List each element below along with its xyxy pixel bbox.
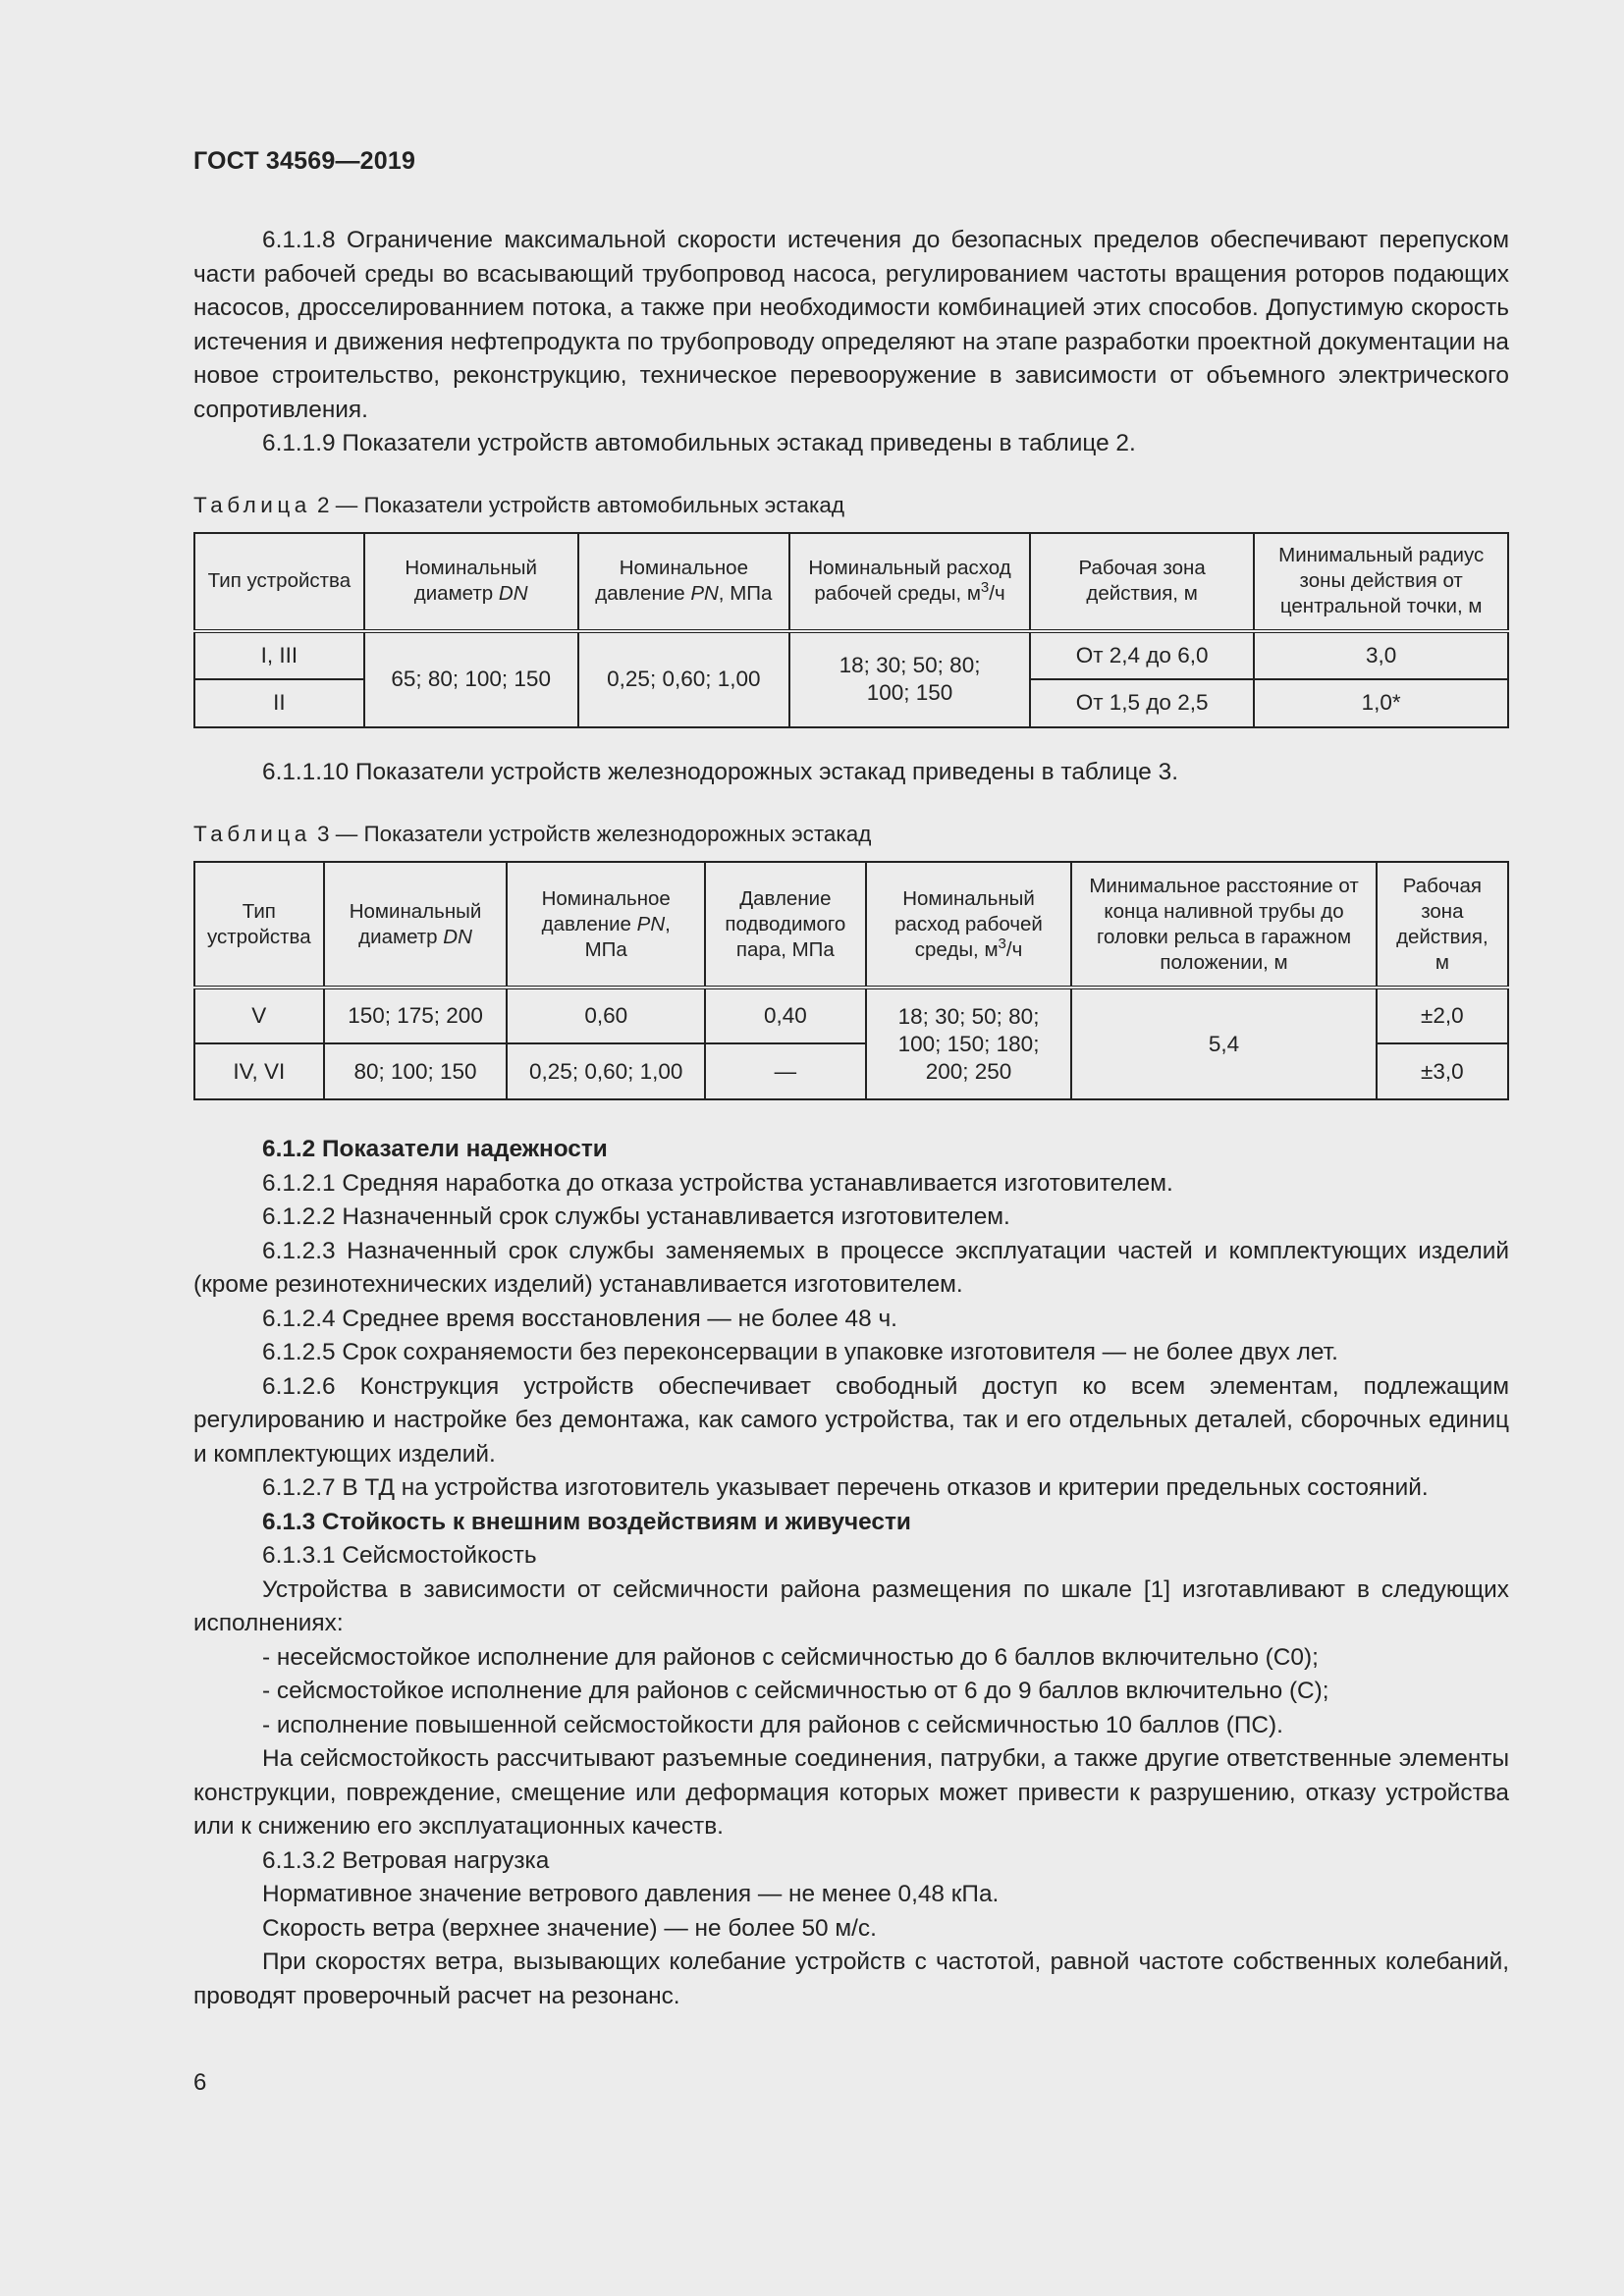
table2-cell-pressure: 0,25; 0,60; 1,00 xyxy=(578,631,790,727)
table3-cell-pressure: 0,60 xyxy=(507,988,705,1043)
table3-cell-diameter: 150; 175; 200 xyxy=(324,988,508,1043)
paragraph-6-1-1-10: 6.1.1.10 Показатели устройств железнодорожных эстакад приведены в таблице 3. xyxy=(262,758,1178,785)
heading-6-1-3: 6.1.3 Стойкость к внешним воздействиям и живучести xyxy=(262,1508,911,1535)
paragraph-6-1-2-5: 6.1.2.5 Срок сохраняемости без переконсервации в упаковке изготовителя — не более двух лет. xyxy=(262,1339,1338,1365)
table3-header-steam: Давление подводимого пара, МПа xyxy=(705,862,866,988)
paragraph-6-1-2-4: 6.1.2.4 Среднее время восстановления — не более 48 ч. xyxy=(262,1305,897,1332)
table3-cell-steam: — xyxy=(705,1043,866,1099)
paragraph-wind-pressure: Нормативное значение ветрового давления — не менее 0,48 кПа. xyxy=(262,1881,1000,1907)
paragraph-wind-speed: Скорость ветра (верхнее значение) — не более 50 м/с. xyxy=(262,1914,877,1942)
table3-header-row xyxy=(194,862,1508,988)
table3-cell-diameter: 80; 100; 150 xyxy=(324,1043,508,1099)
table2-header-row xyxy=(194,533,1508,631)
table3-header-zone: Рабочая зона действия, м xyxy=(1377,862,1508,988)
table2-header-zone: Рабочая зона действия, м xyxy=(1030,533,1255,631)
table3-cell-flow: 18; 30; 50; 80; 100; 150; 180; 200; 250 xyxy=(866,988,1072,1099)
list-item: - несейсмостойкое исполнение для районов с сейсмичностью до 6 баллов включительно (С0); xyxy=(262,1643,1319,1671)
table-row xyxy=(194,631,1508,679)
table3-header-type: Тип устройства xyxy=(194,862,324,988)
table2-cell-radius: 1,0* xyxy=(1254,679,1508,727)
subheading-6-1-3-2: 6.1.3.2 Ветровая нагрузка xyxy=(262,1846,550,1874)
table3-header-distance: Минимальное расстояние от конца наливной трубы до головки рельса в гаражном положении, м xyxy=(1071,862,1376,988)
table3-header-flow: Номинальный расход рабочей среды, $м^3/ч$ xyxy=(866,862,1072,988)
subheading-6-1-3-1: 6.1.3.1 Сейсмостойкость xyxy=(262,1542,537,1569)
table3-cell-zone: ±2,0 xyxy=(1377,988,1508,1043)
table3-header-pressure: Номинальное давление PN, МПа xyxy=(507,862,705,988)
paragraph-6-1-2-2: 6.1.2.2 Назначенный срок службы устанавливается изготовителем. xyxy=(262,1203,1010,1230)
table2-cell-flow: 18; 30; 50; 80; 100; 150 xyxy=(789,631,1030,727)
table2-header-type: Тип устройства xyxy=(194,533,364,631)
paragraph-seismic-calc: На сейсмостойкость рассчитывают разъемные соединения, патрубки, а также другие ответственные элементы конструкции, повреждение, смещение или деформация которых может привести к разрушению, отказу устройства или к снижению его эксплуатационных качеств. xyxy=(193,1745,1509,1840)
paragraph-6-1-2-1: 6.1.2.1 Средняя наработка до отказа устройства устанавливается изготовителем. xyxy=(262,1169,1173,1197)
table3-header-diameter: Номинальный диаметр DN xyxy=(324,862,508,988)
table2-cell-zone: От 2,4 до 6,0 xyxy=(1030,631,1255,679)
table3-cell-steam: 0,40 xyxy=(705,988,866,1043)
table3-cell-zone: ±3,0 xyxy=(1377,1043,1508,1099)
table3-caption: Таблица 3 — Показатели устройств железнодорожных эстакад xyxy=(193,822,872,846)
paragraph-6-1-2-6: 6.1.2.6 Конструкция устройств обеспечивает свободный доступ ко всем элементам, подлежащим регулированию и настройке без демонтажа, как самого устройства, так и его отдельных деталей, сборочных единиц и комплектующих изделий. xyxy=(193,1372,1509,1468)
document-body xyxy=(193,224,1509,2013)
table3 xyxy=(193,861,1509,1100)
table2-cell-radius: 3,0 xyxy=(1254,631,1508,679)
table-row xyxy=(194,988,1508,1043)
table3-cell-distance: 5,4 xyxy=(1071,988,1376,1099)
paragraph-resonance: При скоростях ветра, вызывающих колебание устройств с частотой, равной частоте собственных колебаний, проводят проверочный расчет на резонанс. xyxy=(193,1949,1509,2009)
table2-header-radius: Минимальный радиус зоны действия от центральной точки, м xyxy=(1254,533,1508,631)
heading-6-1-2: 6.1.2 Показатели надежности xyxy=(262,1136,608,1162)
list-item: - сейсмостойкое исполнение для районов с сейсмичностью от 6 до 9 баллов включительно (С); xyxy=(262,1678,1329,1704)
table2-header-diameter: Номинальный диаметр DN xyxy=(364,533,578,631)
page-number: 6 xyxy=(193,2069,207,2096)
table2-cell-type: II xyxy=(194,679,364,727)
paragraph-6-1-1-8: 6.1.1.8 Ограничение максимальной скорости истечения до безопасных пределов обеспечивают перепуском части рабочей среды во всасывающий трубопровод насоса, регулированием частоты вращения роторов подающих насосов, дросселированнием потока, а также при необходимости комбинацией этих способов. Допустимую скорость истечения и движения нефтепродукта по трубопроводу определяют на этапе разработки проектной документации на новое строительство, реконструкцию, техническое перевооружение в зависимости от объемного электрического сопротивления. xyxy=(193,227,1509,423)
table3-cell-type: IV, VI xyxy=(194,1043,324,1099)
table2-caption: Таблица 2 — Показатели устройств автомобильных эстакад xyxy=(193,492,844,517)
table2-cell-type: I, III xyxy=(194,631,364,679)
paragraph-seismic-intro: Устройства в зависимости от сейсмичности района размещения по шкале [1] изготавливают в следующих исполнениях: xyxy=(193,1575,1509,1636)
paragraph-6-1-1-9: 6.1.1.9 Показатели устройств автомобильных эстакад приведены в таблице 2. xyxy=(262,430,1136,456)
table3-cell-pressure: 0,25; 0,60; 1,00 xyxy=(507,1043,705,1099)
document-header: ГОСТ 34569—2019 xyxy=(193,147,416,175)
table3-cell-type: V xyxy=(194,988,324,1043)
paragraph-6-1-2-3: 6.1.2.3 Назначенный срок службы заменяемых в процессе эксплуатации частей и комплектующих изделий (кроме резинотехнических изделий) устанавливается изготовителем. xyxy=(193,1237,1509,1298)
list-item: - исполнение повышенной сейсмостойкости для районов с сейсмичностью 10 баллов (ПС). xyxy=(262,1711,1283,1738)
table2-header-pressure: Номинальное давление PN, МПа xyxy=(578,533,790,631)
paragraph-6-1-2-7: 6.1.2.7 В ТД на устройства изготовитель указывает перечень отказов и критерии предельных состояний. xyxy=(262,1474,1429,1501)
table2-header-flow: Номинальный расход рабочей среды, $м^3/ч$ xyxy=(789,533,1030,631)
table2-cell-zone: От 1,5 до 2,5 xyxy=(1030,679,1255,727)
table2-cell-diameter: 65; 80; 100; 150 xyxy=(364,631,578,727)
table2 xyxy=(193,532,1509,728)
